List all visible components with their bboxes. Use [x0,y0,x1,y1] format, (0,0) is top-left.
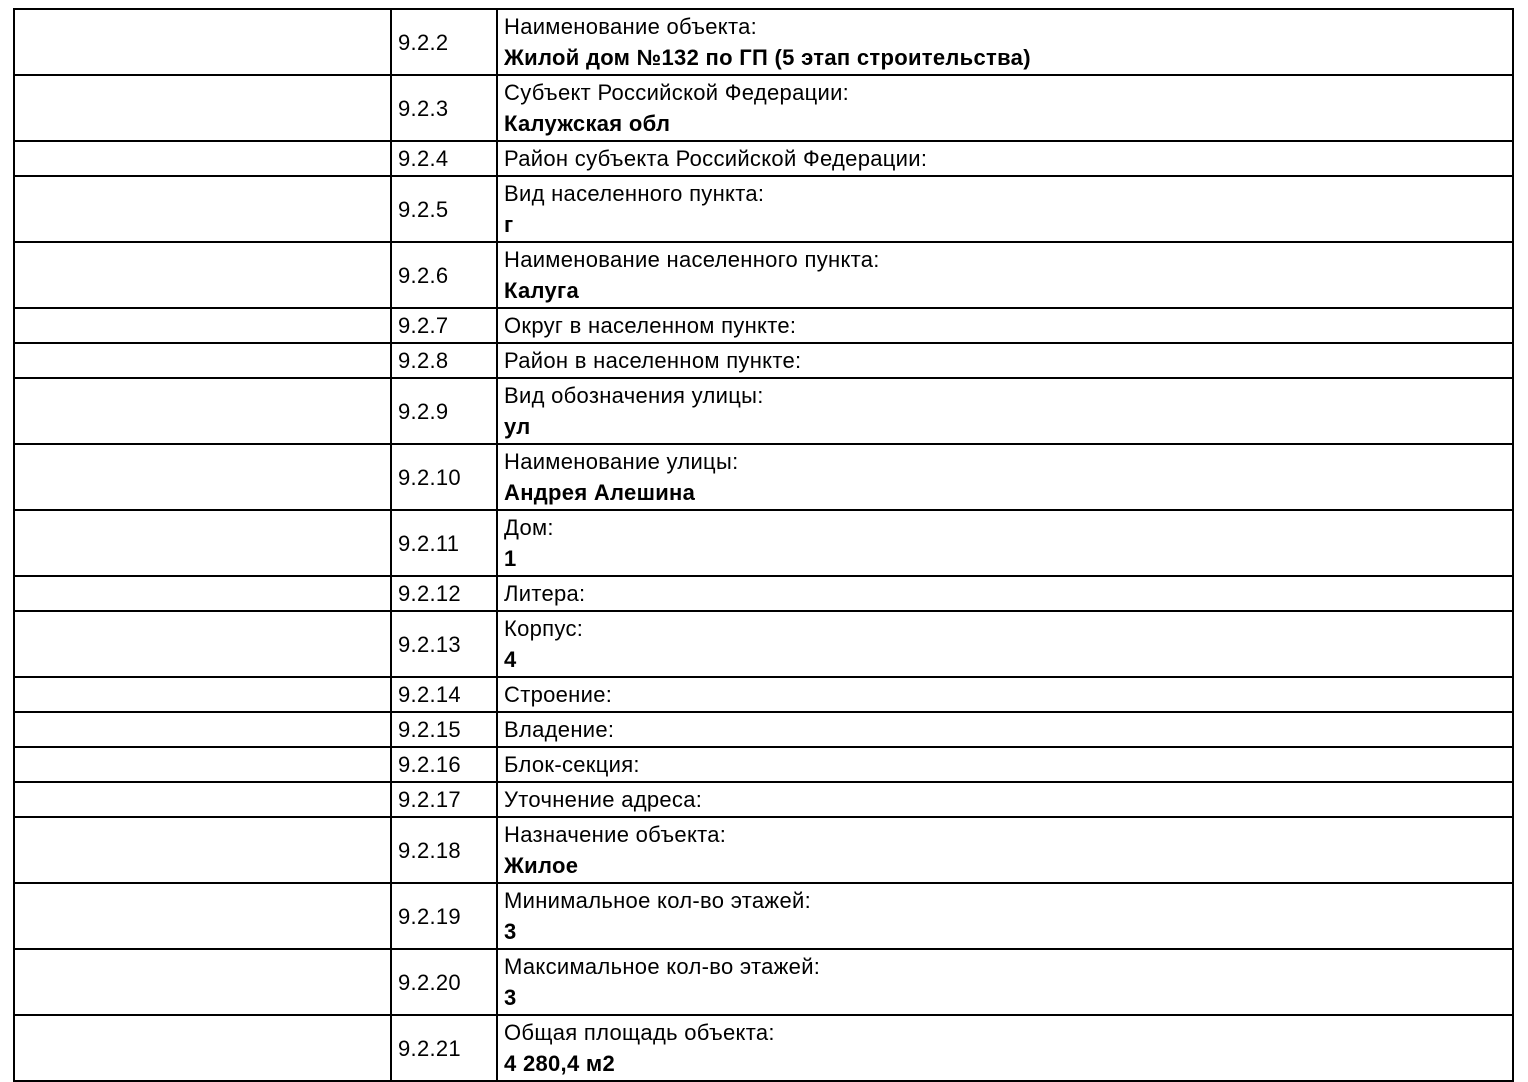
row-number: 9.2.16 [391,747,497,782]
field-label: Назначение объекта: [504,822,727,847]
table-row [14,1015,1513,1081]
table-row [14,747,1513,782]
table-row [14,308,1513,343]
empty-cell [14,9,391,75]
field-cell [497,378,1513,444]
row-number: 9.2.12 [391,576,497,611]
empty-cell [14,510,391,576]
table-row [14,75,1513,141]
field-label: Владение: [504,717,615,742]
table-row [14,242,1513,308]
empty-cell [14,677,391,712]
address-details-table-body [14,9,1513,1081]
field-cell [497,817,1513,883]
row-number: 9.2.5 [391,176,497,242]
row-number: 9.2.2 [391,9,497,75]
field-cell [497,343,1513,378]
field-label: Вид обозначения улицы: [504,383,764,408]
field-value: 3 [504,919,517,944]
field-label: Уточнение адреса: [504,787,703,812]
field-value: г [504,212,514,237]
field-value: 3 [504,985,517,1010]
table-row [14,343,1513,378]
table-row [14,576,1513,611]
table-row [14,949,1513,1015]
field-cell [497,576,1513,611]
empty-cell [14,949,391,1015]
field-value: Калуга [504,278,580,303]
field-label: Район в населенном пункте: [504,348,802,373]
row-number: 9.2.7 [391,308,497,343]
row-number: 9.2.3 [391,75,497,141]
field-label: Район субъекта Российской Федерации: [504,146,928,171]
empty-cell [14,747,391,782]
row-number: 9.2.20 [391,949,497,1015]
row-number: 9.2.19 [391,883,497,949]
empty-cell [14,242,391,308]
row-number: 9.2.4 [391,141,497,176]
table-row [14,141,1513,176]
table-row [14,712,1513,747]
empty-cell [14,1015,391,1081]
table-row [14,782,1513,817]
field-cell [497,1015,1513,1081]
row-number: 9.2.11 [391,510,497,576]
table-row [14,444,1513,510]
empty-cell [14,817,391,883]
field-cell [497,883,1513,949]
table-row [14,176,1513,242]
field-label: Минимальное кол-во этажей: [504,888,811,913]
row-number: 9.2.14 [391,677,497,712]
field-label: Корпус: [504,616,584,641]
row-number: 9.2.17 [391,782,497,817]
empty-cell [14,576,391,611]
field-cell [497,75,1513,141]
empty-cell [14,176,391,242]
row-number: 9.2.18 [391,817,497,883]
field-value: ул [504,414,531,439]
field-cell [497,242,1513,308]
row-number: 9.2.13 [391,611,497,677]
empty-cell [14,343,391,378]
field-value: Калужская обл [504,111,671,136]
field-cell [497,747,1513,782]
field-label: Дом: [504,515,554,540]
empty-cell [14,378,391,444]
field-value: 4 [504,647,517,672]
table-row [14,611,1513,677]
field-cell [497,712,1513,747]
empty-cell [14,444,391,510]
empty-cell [14,611,391,677]
field-label: Блок-секция: [504,752,640,777]
field-label: Литера: [504,581,586,606]
field-label: Наименование улицы: [504,449,739,474]
empty-cell [14,782,391,817]
table-row [14,677,1513,712]
field-label: Строение: [504,682,613,707]
empty-cell [14,712,391,747]
row-number: 9.2.9 [391,378,497,444]
row-number: 9.2.6 [391,242,497,308]
field-cell [497,444,1513,510]
field-cell [497,176,1513,242]
field-cell [497,308,1513,343]
row-number: 9.2.21 [391,1015,497,1081]
field-cell [497,677,1513,712]
field-label: Максимальное кол-во этажей: [504,954,821,979]
empty-cell [14,75,391,141]
address-details-table [13,8,1514,1082]
empty-cell [14,883,391,949]
empty-cell [14,141,391,176]
table-row [14,510,1513,576]
field-cell [497,949,1513,1015]
table-row [14,9,1513,75]
field-cell [497,611,1513,677]
field-value: Андрея Алешина [504,480,696,505]
field-cell [497,782,1513,817]
row-number: 9.2.10 [391,444,497,510]
field-label: Округ в населенном пункте: [504,313,797,338]
field-label: Общая площадь объекта: [504,1020,775,1045]
field-cell [497,510,1513,576]
field-cell [497,9,1513,75]
field-value: Жилое [504,853,579,878]
field-label: Наименование населенного пункта: [504,247,880,272]
field-value: Жилой дом №132 по ГП (5 этап строительства) [504,45,1031,70]
field-label: Вид населенного пункта: [504,181,765,206]
empty-cell [14,308,391,343]
field-cell [497,141,1513,176]
table-row [14,883,1513,949]
field-value: 4 280,4 м2 [504,1051,616,1076]
field-value: 1 [504,546,517,571]
row-number: 9.2.8 [391,343,497,378]
table-row [14,378,1513,444]
row-number: 9.2.15 [391,712,497,747]
field-label: Наименование объекта: [504,14,758,39]
table-row [14,817,1513,883]
field-label: Субъект Российской Федерации: [504,80,850,105]
